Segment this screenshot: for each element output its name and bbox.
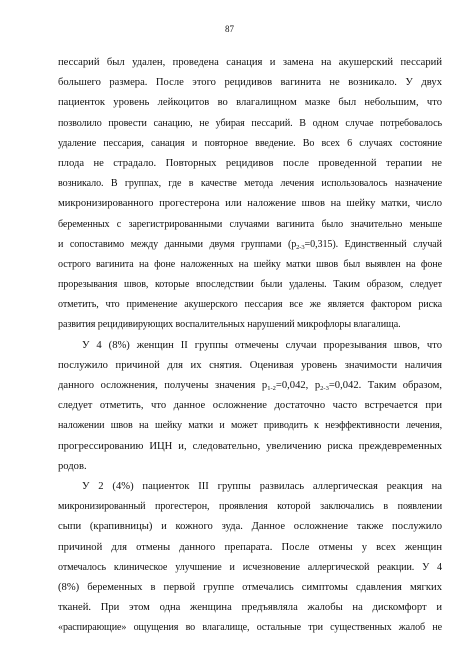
text-line: микронизированного прогестерона или наложение швов на шейку матки, число xyxy=(58,198,442,210)
text-line: острого вагинита на фоне наложенных на шейку матки швов был выявлен на фоне xyxy=(58,258,442,270)
text-line: У 2 (4%) пациенток III группы развилась аллергическая реакция на xyxy=(82,480,442,492)
subscript: 2-3 xyxy=(296,243,305,251)
text-line: микронизированный прогестерон, проявления которой заключались в появлении xyxy=(58,501,442,513)
text-line: прорезывания швов, которые впоследствии были удалены. Таким образом, следует xyxy=(58,279,442,291)
subscript: 1-2 xyxy=(267,385,276,392)
body-text xyxy=(58,53,442,638)
text-segment: =0,315). Единственный случай xyxy=(304,238,442,250)
text-line: родов. xyxy=(58,460,87,472)
text-line: беременных с зарегистрированными случаями вагинита было значительно меньше xyxy=(58,218,442,230)
text-segment: =0,042. Таким образом, xyxy=(328,380,443,391)
text-line: развития рецидивирующих воспалительных нарушений микрофлоры влагалища. xyxy=(58,319,401,331)
text-line: отмечалось клиническое улучшение и исчезновение аллергической реакции. У 4 xyxy=(58,561,442,573)
text-line: удаление пессария, санация и повторное введение. Во всех 6 случаях состояние xyxy=(58,137,442,149)
subscript: 2-3 xyxy=(320,385,329,392)
text-segment: и сопоставимо между данными двумя группами (p xyxy=(58,238,297,250)
text-line: У 4 (8%) женщин II группы отмечены случаи прорезывания швов, что xyxy=(82,339,442,351)
text-line: послужило причиной для их снятия. Оценивая уровень значимости наличия xyxy=(58,359,442,371)
text-line: плода не страдало. Повторных рецидивов после проведенной терапии не xyxy=(58,157,442,169)
text-line: сыпи (крапивницы) и кожного зуда. Данное осложнение также послужило xyxy=(58,521,442,533)
page-number: 87 xyxy=(225,24,234,34)
text-line: причиной для отмены данного препарата. После отмены у всех женщин xyxy=(58,541,442,553)
text-line: (8%) беременных в первой группе отмечались симптомы сдавления мягких xyxy=(58,581,442,593)
text-line: следует отметить, что данное осложнение достаточно часто встречается при xyxy=(58,400,442,412)
text-line: позволило провести санацию, не убирая пессарий. В одном случае потребовалось xyxy=(58,117,442,129)
text-segment: данного осложнения, получены значения p xyxy=(58,380,268,391)
text-line: большего размера. После этого рецидивов вагинита не возникало. У двух xyxy=(58,77,442,89)
text-line: отметить, что применение акушерского пессария все же является фактором риска xyxy=(58,299,442,311)
text-line: «распирающие» ощущения во влагалище, остальные три существенных жалоб не xyxy=(58,622,442,634)
text-line: пессарий был удален, проведена санация и замена на акушерский пессарий xyxy=(58,57,442,68)
text-line-with-subscript xyxy=(58,235,442,255)
text-line: возникало. В группах, где в качестве метода лечения использовалось назначение xyxy=(58,178,442,190)
text-line: прогрессированию ИЦН и, следовательно, увеличению риска преждевременных xyxy=(58,440,442,452)
text-line: пациенток уровень лейкоцитов во влагалищном мазке был небольшим, что xyxy=(58,97,442,109)
text-line-with-subscript xyxy=(58,376,442,396)
text-line: наложении швов на шейку матки и может приводить к неэффективности лечения, xyxy=(58,420,442,432)
text-line: тканей. При этом одна женщина предъявляла жалобы на дискомфорт и xyxy=(58,602,442,614)
text-segment: =0,042, p xyxy=(275,380,321,391)
